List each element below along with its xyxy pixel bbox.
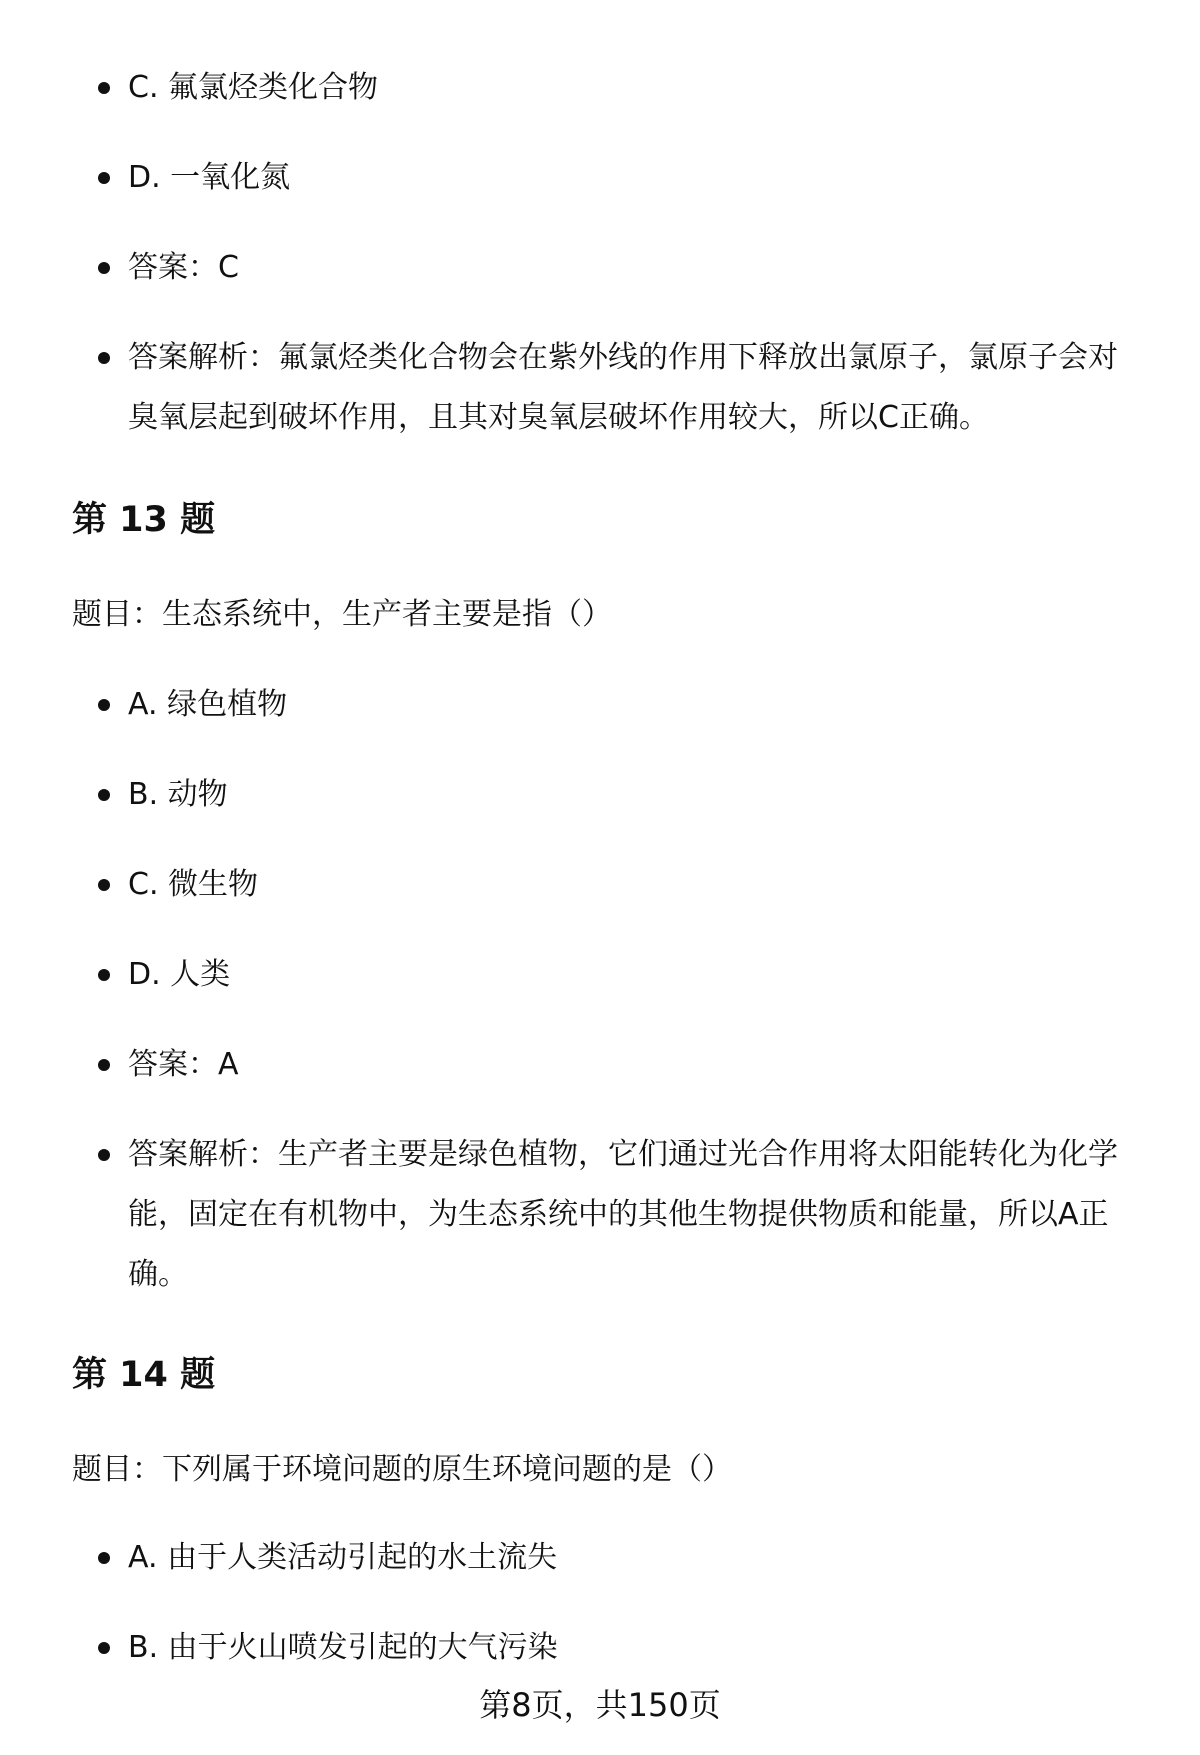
bullet-icon [98,969,110,981]
question-stem: 题目：下列属于环境问题的原生环境问题的是（） [72,1452,732,1487]
question-heading: 第 14 题 [72,1355,216,1395]
bullet-icon [98,1552,110,1564]
option-text: B. 由于火山喷发引起的大气污染 [128,1630,558,1665]
option-text: D. 人类 [128,957,231,992]
question-heading: 第 13 题 [72,500,216,540]
bullet-icon [98,1059,110,1071]
option-text: A. 绿色植物 [128,687,288,722]
bullet-icon [98,262,110,274]
option-text: C. 微生物 [128,867,259,902]
answer-text: 答案：A [128,1047,239,1082]
option-text: B. 动物 [128,777,228,812]
analysis-text: 答案解析：氟氯烃类化合物会在紫外线的作用下释放出氯原子，氯原子会对臭氧层起到破坏作用，且其对臭氧层破坏作用较大，所以C正确。 [128,340,1118,435]
bullet-icon [98,879,110,891]
bullet-icon [98,699,110,711]
option-text: D. 一氧化氮 [128,160,291,195]
bullet-icon [98,352,110,364]
option-text: C. 氟氯烃类化合物 [128,70,379,105]
bullet-icon [98,172,110,184]
bullet-icon [98,1642,110,1654]
bullet-icon [98,82,110,94]
bullet-icon [98,1149,110,1161]
analysis-text: 答案解析：生产者主要是绿色植物，它们通过光合作用将太阳能转化为化学能，固定在有机物中，为生态系统中的其他生物提供物质和能量，所以A正确。 [128,1137,1118,1292]
question-stem: 题目：生态系统中，生产者主要是指（） [72,597,612,632]
page-number-footer: 第8页，共150页 [479,1686,721,1724]
answer-text: 答案：C [128,250,239,285]
option-text: A. 由于人类活动引起的水土流失 [128,1540,558,1575]
bullet-icon [98,789,110,801]
